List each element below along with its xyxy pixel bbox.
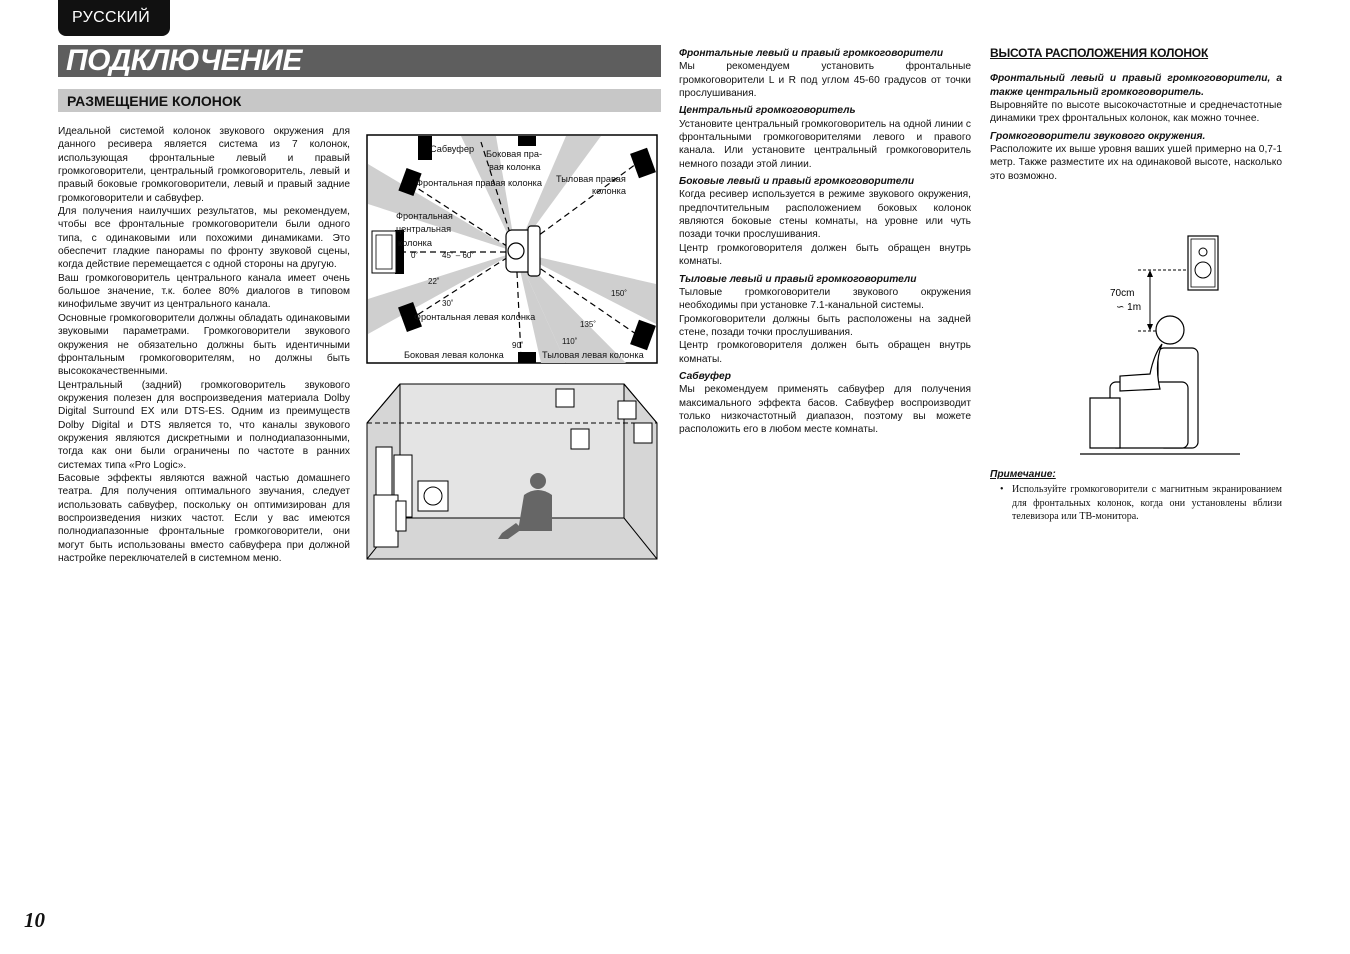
paragraph: Идеальной системой колонок звукового окружения для данного ресивера является система из 7 колонок, использующая фронтальные левый и правый громкоговорители, центральный громкоговоритель, левый и правый боковые громкоговорители, левый и правый задние громкоговорители и сабвуфер. <box>58 126 350 204</box>
subheading-subwoofer: Сабвуфер <box>679 370 731 382</box>
paragraph: Когда ресивер используется в режиме звукового окружения, предпочтительным расположением боковых колонок являются боковые стены комнаты, на уровне или чуть позади точки прослушивания. <box>679 189 971 241</box>
paragraph: Мы рекомендуем установить фронтальные громкоговорители L и R под углом 45-60 градусов от точки прослушивания. <box>679 61 971 100</box>
label-front-right: Фронтальная правая колонка <box>416 178 542 188</box>
paragraph: Центральный (задний) громкоговоритель звукового окружения полезен для воспроизведения материала Dolby Digital Surround EX или DTS-ES. Одним из преимуществ Dolby Digital и DTS является то, что каналы звукового окружения являются дискретными и полнодиапазонными, тогда как они были ограничены по частоте в ранних системах типа «Pro Logic». <box>58 379 350 471</box>
column-3-title: ВЫСОТА РАСПОЛОЖЕНИЯ КОЛОНОК <box>990 46 1209 60</box>
subheading-side: Боковые левый и правый громкоговорители <box>679 176 915 188</box>
title-bar <box>58 45 661 77</box>
label-side-left: Боковая левая колонка <box>404 350 504 360</box>
paragraph: Расположите их выше уровня ваших ушей примерно на 0,7-1 метр. Также разместите их на одинаковой высоте, насколько это возможно. <box>990 144 1282 182</box>
paragraph: Басовые эффекты являются важной частью домашнего театра. Для получения оптимального звучания, следует использовать сабвуфер, поскольку он оптимизирован для воспроизведения низких частот. Если у вас имеются полнодиапазонные фронтальные громкоговорители, они могут быть использованы вместо сабвуфера при должной настройке переключателей в системном меню. <box>58 472 350 564</box>
paragraph: Основные громкоговорители должны обладать одинаковыми звуковыми параметрами. Громкоговорители звукового окружения не обязательно должны быть идентичными фронтальным громкоговорителям, но должны быть высококачественными. <box>58 312 350 378</box>
page-title: ПОДКЛЮЧЕНИЕ <box>66 44 302 77</box>
paragraph: Тыловые громкоговорители звукового окружения необходимы при установке 7.1-канальной системы. <box>679 286 971 312</box>
label-center-1: Фронтальная <box>396 211 453 221</box>
label-side-right-2: вая колонка <box>489 162 541 172</box>
room-perspective-diagram <box>366 383 658 560</box>
subheading-rear: Тыловые левый и правый громкоговорители <box>679 273 917 285</box>
side-left-speaker <box>518 352 536 363</box>
note-bullet: • <box>1000 484 1004 495</box>
paragraph: Центр громкоговорителя должен быть обращен внутрь комнаты. <box>679 340 971 365</box>
label-1m: ∽ 1m <box>1116 302 1142 313</box>
paragraph: Для получения наилучших результатов, мы рекомендуем, чтобы все фронтальные громкоговорители были одного типа, с одинаковыми или похожими динамиками. Это обеспечит гладкие панорамы по фронту звуковой сцены, когда действие перемещается с одной стороны на другую. <box>58 206 350 271</box>
side-right-speaker <box>518 136 536 146</box>
angle-90: 90˚ <box>512 341 524 350</box>
column-2-text <box>679 47 971 437</box>
section-bar <box>58 89 661 112</box>
note-heading: Примечание: <box>990 469 1056 480</box>
label-70cm: 70cm <box>1110 288 1135 299</box>
seated-listener-icon <box>1090 316 1198 448</box>
subheading-center: Центральный громкоговоритель <box>679 105 856 117</box>
wall-speaker-icon <box>1188 236 1218 290</box>
listener-seat-icon <box>506 226 540 276</box>
subheading-front: Фронтальные левый и правый громкоговорители <box>679 48 944 59</box>
note-body: Используйте громкоговорители с магнитным экранированием для фронтальных колонок, когда они установлены вблизи телевизора или ТВ-монитора. <box>1012 484 1282 522</box>
label-side-right-1: Боковая пра- <box>486 149 543 159</box>
angle-110: 110˚ <box>562 337 578 346</box>
speaker-height-diagram <box>1080 232 1240 460</box>
language-tab: РУССКИЙ <box>58 0 170 36</box>
angle-150: 150˚ <box>611 289 628 298</box>
paragraph: Мы рекомендуем применять сабвуфер для получения максимального эффекта басов. Сабвуфер воспроизводит только низкочастотный диапазон, поэтому вы можете расположить его в любом месте комнаты. <box>679 384 971 436</box>
paragraph: Установите центральный громкоговоритель на одной линии с фронтальными громкоговорителями левого и правого канала. Или установите центральный громкоговоритель немного позади этой линии. <box>679 118 971 170</box>
label-rear-right-1: Тыловая правая <box>556 174 626 184</box>
column-1-text <box>58 125 350 565</box>
note-text <box>1000 483 1282 524</box>
angle-135: 135˚ <box>580 320 597 329</box>
label-rear-left: Тыловая левая колонка <box>542 350 644 360</box>
label-center-2: центральная <box>396 224 452 234</box>
angle-0: 0˚ <box>411 251 419 260</box>
page-number: 10 <box>24 908 45 932</box>
label-front-left: Фронтальная левая колонка <box>414 312 536 322</box>
paragraph: Ваш громкоговоритель центрального канала имеет очень большое значение, т.к. более 80% диалогов в типовом кинофильме звучит из центрального канала. <box>58 272 350 311</box>
label-subwoofer: Сабвуфер <box>430 144 475 154</box>
angle-30: 30˚ <box>442 299 454 308</box>
paragraph: Выровняйте по высоте высокочастотные и среднечастотные динамики трех фронтальных колонок, как можно точнее. <box>990 100 1282 125</box>
column-3-text <box>990 47 1282 183</box>
subheading-surround-height: Громкоговорители звукового окружения. <box>990 130 1206 142</box>
speaker-layout-diagram <box>366 134 658 364</box>
paragraph: Громкоговорители должны быть расположены на задней стене, позади точки прослушивания. <box>679 313 971 338</box>
angle-22: 22˚ <box>428 277 440 286</box>
label-center-3: колонка <box>398 238 433 248</box>
angle-45-60: 45˚ – 60˚ <box>442 251 475 260</box>
section-title: РАЗМЕЩЕНИЕ КОЛОНОК <box>67 93 242 109</box>
subheading-front-height: Фронтальный левый и правый громкоговорители, а также центральный громкоговоритель. <box>990 73 1282 98</box>
paragraph: Центр громкоговорителя должен быть обращен внутрь комнаты. <box>679 242 971 268</box>
label-rear-right-2: колонка <box>592 186 627 196</box>
